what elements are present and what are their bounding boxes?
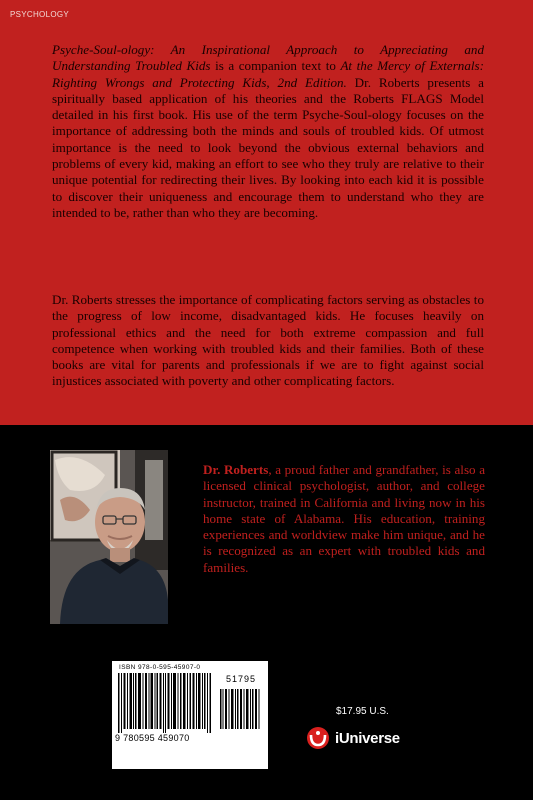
author-bio-text: , a proud father and grandfather, is also a licensed clinical psychologist, author, and college instructor, trained in California and living now in his home state of Alabama. His education, training experiences and worldview make him unique, and he is recognized as an expert with troubled kids and families. (203, 462, 486, 575)
companion-book-title: At the Mercy of Externals: Righting Wrongs and Protecting Kids, 2nd Edition. (52, 58, 484, 90)
publisher-name: iUniverse (335, 729, 400, 747)
author-photo (50, 450, 168, 624)
category-label: PSYCHOLOGY (10, 10, 70, 19)
connector-text: is a companion text to (210, 58, 341, 74)
author-name: Dr. Roberts (203, 462, 269, 477)
isbn-label: ISBN 978-0-595-45907-0 (119, 664, 201, 671)
barcode-price-code: 51795 (226, 674, 257, 684)
barcode-digits: 9 780595 459070 (115, 733, 190, 743)
price-label: $17.95 U.S. (336, 706, 389, 717)
paragraph-1-body: Dr. Roberts presents a spiritually based application of his theories and the Roberts FLAGS Model detailed in his first book. His use of the term Psyche-Soul-ology focuses on the importance of addressing both the minds and souls of troubled kids. Of utmost importance is the need to look beyond the obvious external behaviors and problems of every kid, making an effort to see who they truly are relative to their unique potential for redirecting their lives. By looking into each kid it is possible to discover their uniqueness and encourage them to understand who they are intended to be, rather than who they are becoming. (52, 74, 484, 220)
author-portrait-image (50, 450, 168, 624)
book-title: Psyche-Soul-ology: An Inspirational Approach to Appreciating and Understanding Troubled Kids (52, 42, 484, 74)
description-paragraph-2: Dr. Roberts stresses the importance of complicating factors serving as obstacles to the progress of low income, disadvantaged kids. He focuses heavily on professional ethics and the need for both extreme compassion and full competence when working with troubled kids and their families. Both of these books are vital for parents and professionals if we are to fight against social injustices associated with poverty and other complicating factors. (52, 292, 484, 389)
publisher-logo (306, 724, 400, 752)
publisher-website: www.iuniverse.com (120, 754, 236, 764)
author-bio (203, 462, 485, 576)
description-paragraph-1 (52, 42, 484, 221)
iuniverse-logo-icon (306, 726, 330, 750)
